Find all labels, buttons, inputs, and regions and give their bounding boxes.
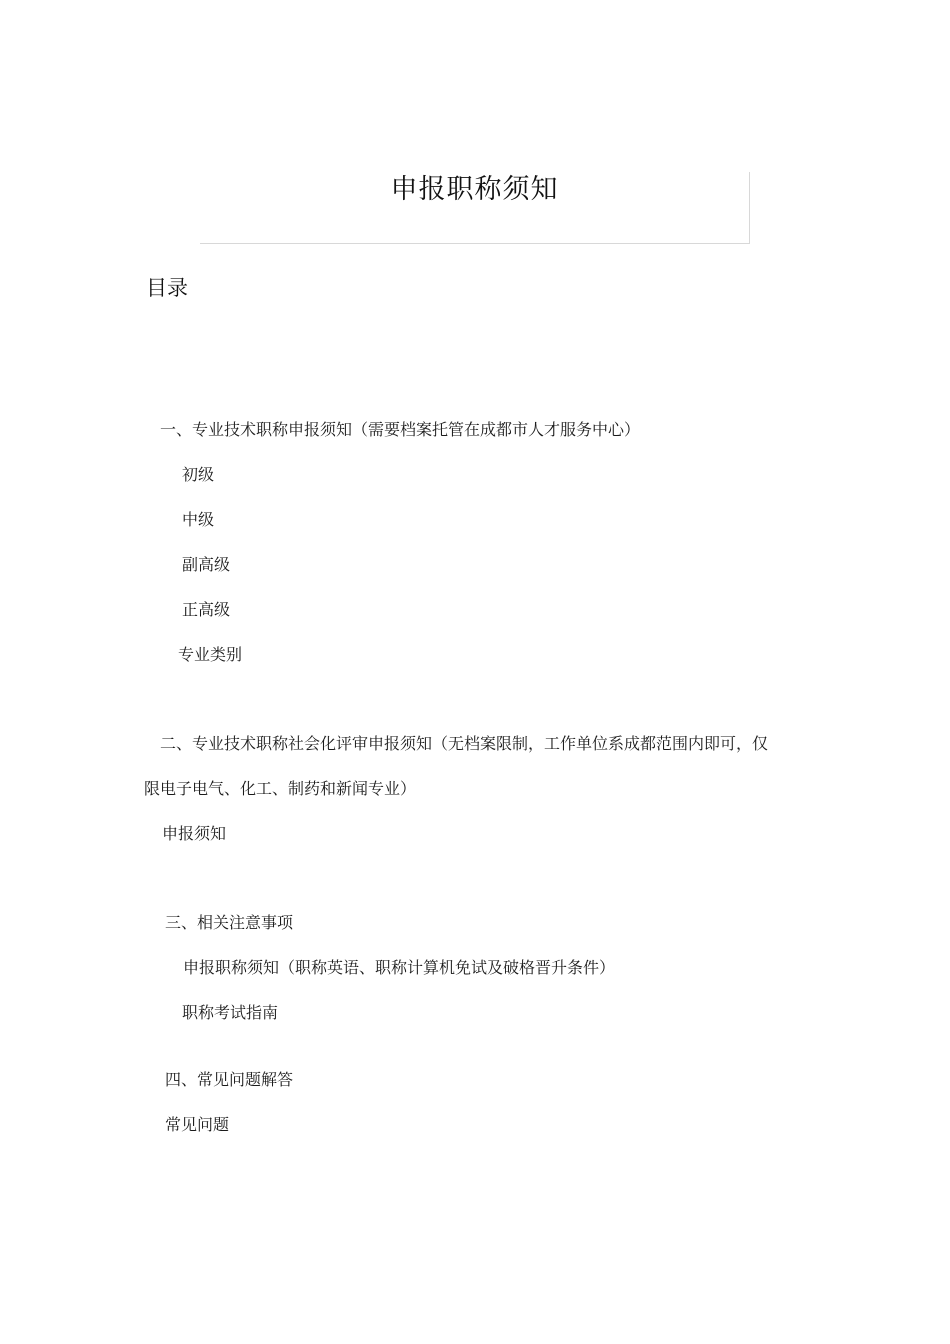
toc-item-zhenggaoji[interactable]: 正高级 <box>182 600 231 619</box>
toc-item-shenbao-xuzhi[interactable]: 申报须知 <box>162 824 227 843</box>
toc-section-3-heading[interactable]: 三、相关注意事项 <box>165 913 294 932</box>
toc-item-changjian-wenti[interactable]: 常见问题 <box>165 1115 230 1134</box>
toc-item-zhongji[interactable]: 中级 <box>182 510 215 529</box>
toc-heading: 目录 <box>146 276 188 300</box>
toc-section-2-heading-line2[interactable]: 限电子电气、化工、制药和新闻专业） <box>144 779 417 798</box>
title-box <box>200 172 750 244</box>
toc-section-4-heading[interactable]: 四、常见问题解答 <box>165 1070 294 1089</box>
toc-item-zhuanye-leibie[interactable]: 专业类别 <box>178 645 243 664</box>
toc-item-shenbao-zhicheng-xuzhi[interactable]: 申报职称须知（职称英语、职称计算机免试及破格晋升条件） <box>183 958 616 977</box>
toc-item-chuji[interactable]: 初级 <box>182 465 215 484</box>
toc-item-fugaoji[interactable]: 副高级 <box>182 555 231 574</box>
toc-section-1-heading[interactable]: 一、专业技术职称申报须知（需要档案托管在成都市人才服务中心） <box>160 420 641 439</box>
toc-item-zhicheng-kaoshi-zhinan[interactable]: 职称考试指南 <box>182 1003 279 1022</box>
page-title: 申报职称须知 <box>390 174 559 205</box>
toc-section-2-heading-line1[interactable]: 二、专业技术职称社会化评审申报须知（无档案限制，工作单位系成都范围内即可，仅 <box>160 734 769 753</box>
